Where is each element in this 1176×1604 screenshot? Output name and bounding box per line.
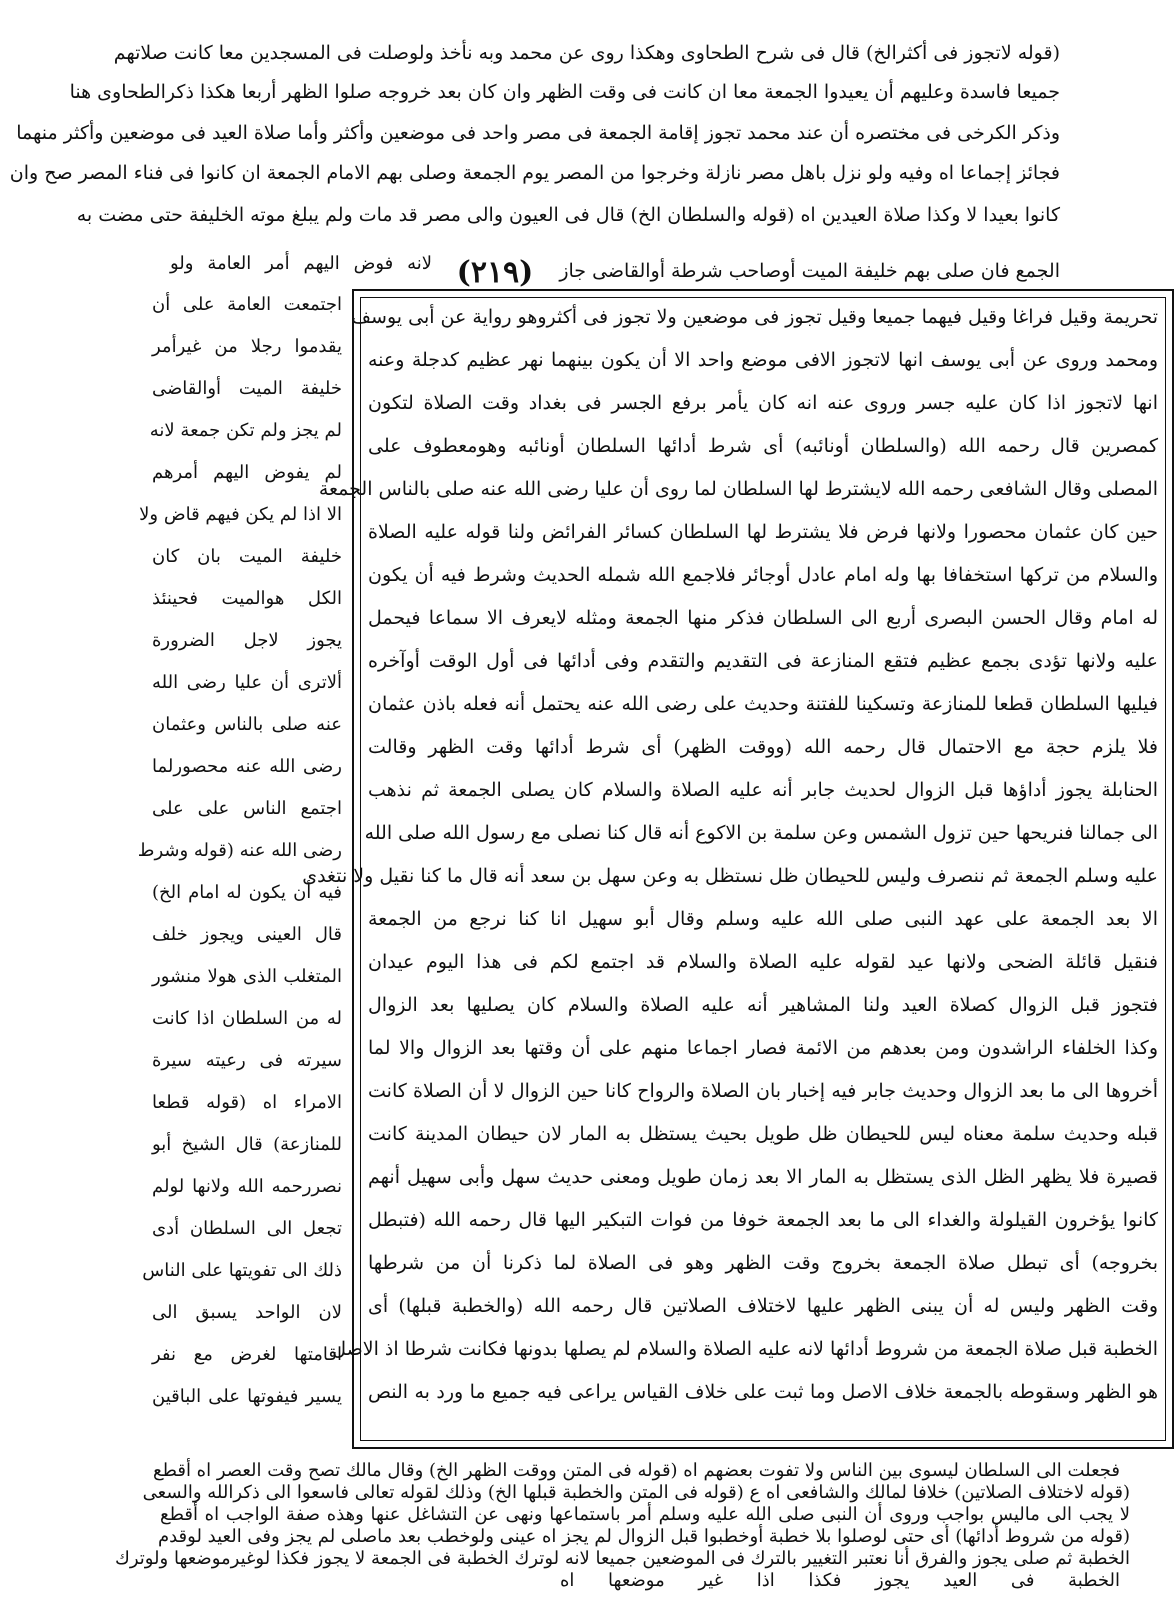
side-line-24: ذلك الى تفويتها على الناس [142,1260,342,1281]
page-number: (٢١٩) [456,255,534,290]
side-line-1: اجتمعت العامة على أن [152,294,342,315]
side-line-7: خليفة الميت بان كان [152,546,342,567]
main-line-6: حين كان عثمان محصورا ولانها فرض فلا يشترط لها السلطان كسائر الفرائض ولنا قوله عليه الصلاة [368,521,1158,543]
main-line-25: الخطبة قبل صلاة الجمعة من شروط أدائها لانه عليه الصلاة والسلام لم يصلها بدونها فكانت شرطا اذ الاصل [332,1338,1158,1360]
side-line-19: سيرته فى رعيته سيرة [152,1050,342,1071]
side-line-20: الامراء اه (قوله قطعا [152,1092,342,1113]
main-line-8: له امام وقال الحسن البصرى أربع الى السلطان فذكر منها الجمعة ومثله لايعرف الا سماعا فيحمل [368,607,1158,629]
main-line-22: كانوا يؤخرون القيلولة والغداء الى ما بعد الجمعة خوفا من فوات التبكير اليها قال رحمه الله (فتبطل [368,1209,1158,1231]
side-line-9: يجوز لاجل الضرورة [152,630,342,651]
side-line-16: قال العينى ويجوز خلف [152,924,342,945]
bottom-line-1: فجعلت الى السلطان ليسوى بين الناس ولا تفوت بعضهم اه (قوله فى المتن ووقت الظهر الخ) وقال مالك تصح وقت العصر اه أقطع [153,1460,1120,1481]
main-line-9: عليه ولانها تؤدى بجمع عظيم فتقع المنازعة فى التقديم والتقدم وفى أدائها فى أول الوقت أوآخره [368,650,1158,672]
side-line-13: اجتمع الناس على على [152,798,342,819]
side-line-3: خليفة الميت أوالقاضى [152,378,342,399]
side-line-23: تجعل الى السلطان أدى [152,1218,342,1239]
side-line-6: الا اذا لم يكن فيهم قاض ولا [139,504,342,525]
bottom-line-3: لا يجب الى ماليس بواجب وروى أن النبى صلى الله عليه وسلم أمر باستماعها ونهى عن التشاغل عنها وهذه صفة الواجب اه أقطع [160,1504,1130,1525]
bottom-line-6: الخطبة فى العيد يجوز فكذا اذا غير موضعها اه [560,1570,1120,1591]
main-line-23: بخروجه) أى تبطل صلاة الجمعة بخروج وقت الظهر وهو فى الصلاة لما ذكرنا أن من شرطها [368,1252,1158,1274]
main-line-2: ومحمد وروى عن أبى يوسف انها لاتجوز الافى موضع واحد الا أن يكون بينهما نهر عظيم كدجلة وعنه [368,349,1158,371]
main-line-26: هو الظهر وسقوطه بالجمعة خلاف الاصل وما ثبت على خلاف القياس يراعى فيه جميع ما ورد به النص [368,1381,1158,1403]
main-line-19: أخروها الى ما بعد الزوال وحديث جابر فيه إخبار بان الصلاة والرواح كانا حين الزوال لا أن الصلاة كانت [368,1080,1158,1102]
main-line-15: الا بعد الجمعة على عهد النبى صلى الله عليه وسلم وقال أبو سهيل انا كنا نرجع من الجمعة [368,908,1158,930]
side-line-11: عنه صلى بالناس وعثمان [152,714,342,735]
side-line-22: نصررحمه الله ولانها لولم [152,1176,342,1197]
top-line-6: الجمع فان صلى بهم خليفة الميت أوصاحب شرطة أوالقاضى جاز [559,260,1060,282]
main-line-18: وكذا الخلفاء الراشدون ومن بعدهم من الائمة فصار اجماعا منهم على أن وقتها بعد الزوال والا لما [368,1037,1158,1059]
main-line-16: فنقيل قائلة الضحى ولانها عيد لقوله عليه الصلاة والسلام قد اجتمع لكم فى هذا اليوم عيدان [368,951,1158,973]
top-line-3: وذكر الكرخى فى مختصره أن عند محمد تجوز إقامة الجمعة فى مصر واحد فى موضعين وأكثر وأما صلاة العيد فى موضعين وأكثر منهما [16,122,1060,144]
side-line-15: فيه أن يكون له امام الخ) [152,882,342,903]
side-line-26: اقامتها لغرض مع نفر [152,1344,342,1365]
side-line-2: يقدموا رجلا من غيرأمر [152,336,342,357]
top-line-1: (قوله لاتجوز فى أكثرالخ) قال فى شرح الطحاوى وهكذا روى عن محمد وبه نأخذ ولوصلت فى المسجدين معا كانت صلاتهم [113,42,1060,64]
side-line-25: لان الواحد يسبق الى [152,1302,342,1323]
side-line-8: الكل هوالميت فحينئذ [152,588,342,609]
top-line-4: فجائز إجماعا اه وفيه ولو نزل باهل مصر نازلة وخرجوا من المصر يوم الجمعة وصلى بهم الامام الجمعة ان كانوا فى فناء المصر صح وان [9,162,1060,184]
top-line-2: جميعا فاسدة وعليهم أن يعيدوا الجمعة معا ان كانت فى وقت الظهر وان كان بعد خروجه صلوا الظهر أربعا هكذا ذكرالطحاوى هنا [69,81,1060,103]
side-line-4: لم يجز ولم تكن جمعة لانه [149,420,342,441]
top-line-5: كانوا بعيدا لا وكذا صلاة العيدين اه (قوله والسلطان الخ) قال فى العيون والى مصر قد مات ولم يبلغ موته الخليفة حتى مضت به [76,204,1060,226]
side-line-14: رضى الله عنه (قوله وشرط [137,840,342,861]
side-line-18: له من السلطان اذا كانت [152,1008,342,1029]
main-line-11: فلا يلزم حجة مع الاحتمال قال رحمه الله (ووقت الظهر) أى شرط أدائها وقت الظهر وقالت [368,736,1158,758]
side-line-27: يسير فيفوتها على الباقين [152,1386,342,1407]
bottom-line-2: (قوله لاختلاف الصلاتين) خلافا لمالك والشافعى اه ع (قوله فى المتن والخطبة قبلها الخ) وذلك لقوله تعالى فاسعوا الى ذكرالله والسعى [142,1482,1130,1503]
side-line-12: رضى الله عنه محصورلما [152,756,342,777]
side-line-17: المتغلب الذى هولا منشور [152,966,342,987]
main-line-14: عليه وسلم الجمعة ثم ننصرف وليس للحيطان ظل نستظل به وعن سهل بن سعد أنه قال ما كنا نقيل ولا نتغدى [302,865,1158,887]
side-header-line: لانه فوض اليهم أمر العامة ولو [170,253,432,274]
main-line-17: فتجوز قبل الزوال كصلاة العيد ولنا المشاهير أنه عليه الصلاة والسلام كان يصليها بعد الزوال [368,994,1158,1016]
main-line-5: المصلى وقال الشافعى رحمه الله لايشترط لها السلطان لما روى أن عليا رضى الله عنه صلى بالناس الجمعة [318,478,1158,500]
side-line-10: ألاترى أن عليا رضى الله [152,672,342,693]
main-line-1: تحريمة وقيل فراغا وقيل فيهما جميعا وقيل تجوز فى موضعين ولا تجوز فى أكثروهو رواية عن أبى يوسف [351,306,1158,328]
main-line-20: قبله وحديث سلمة معناه ليس للحيطان ظل طويل بحيث يستظل به المار لان حيطان المدينة كانت [368,1123,1158,1145]
main-line-7: والسلام من تركها استخفافا بها وله امام عادل أوجائر فلاجمع الله شمله الحديث وشرط فيه أن يكون [368,564,1158,586]
main-line-4: كمصرين قال رحمه الله (والسلطان أونائبه) أى شرط أدائها السلطان أونائبه وهومعطوف على [368,435,1158,457]
bottom-line-5: الخطبة ثم صلى يجوز والفرق أنا نعتبر التغيير بالترك فى الموضعين جميعا لانه لوترك الخطبة فى الجمعة لا يجوز فكذا لوغيرموضعها ولوترك [114,1548,1130,1569]
side-line-21: للمنازعة) قال الشيخ أبو [152,1134,342,1155]
side-line-5: لم يفوض اليهم أمرهم [152,462,342,483]
main-line-24: وقت الظهر وليس له أن يبنى الظهر عليها لاختلاف الصلاتين قال رحمه الله (والخطبة قبلها) أى [368,1295,1158,1317]
main-line-21: قصيرة فلا يظهر الظل الذى يستظل به المار الا بعد زمان طويل ومعنى حديث سهل وأبى سهيل أنهم [368,1166,1158,1188]
main-line-3: انها لاتجوز اذا كان عليه جسر وروى عنه انه كان يأمر برفع الجسر فى بغداد وقت الصلاة لتكون [368,392,1158,414]
main-line-12: الحنابلة يجوز أداؤها قبل الزوال لحديث جابر أنه عليه الصلاة والسلام كان يصلى الجمعة ثم نذهب [368,779,1158,801]
main-line-13: الى جمالنا فنريحها حين تزول الشمس وعن سلمة بن الاكوع أنه قال كنا نصلى مع رسول الله صلى الله [364,822,1158,844]
main-line-10: فيليها السلطان قطعا للمنازعة وتسكينا للفتنة وحديث على رضى الله عنه يحتمل أنه فعله باذن عثمان [368,693,1158,715]
bottom-line-4: (قوله من شروط أدائها) أى حتى لوصلوا بلا خطبة أوخطبوا قبل الزوال لم يجز اه عينى ولوخطب بعد ماصلى لم يجز وفى العيد لوقدم [157,1526,1130,1547]
